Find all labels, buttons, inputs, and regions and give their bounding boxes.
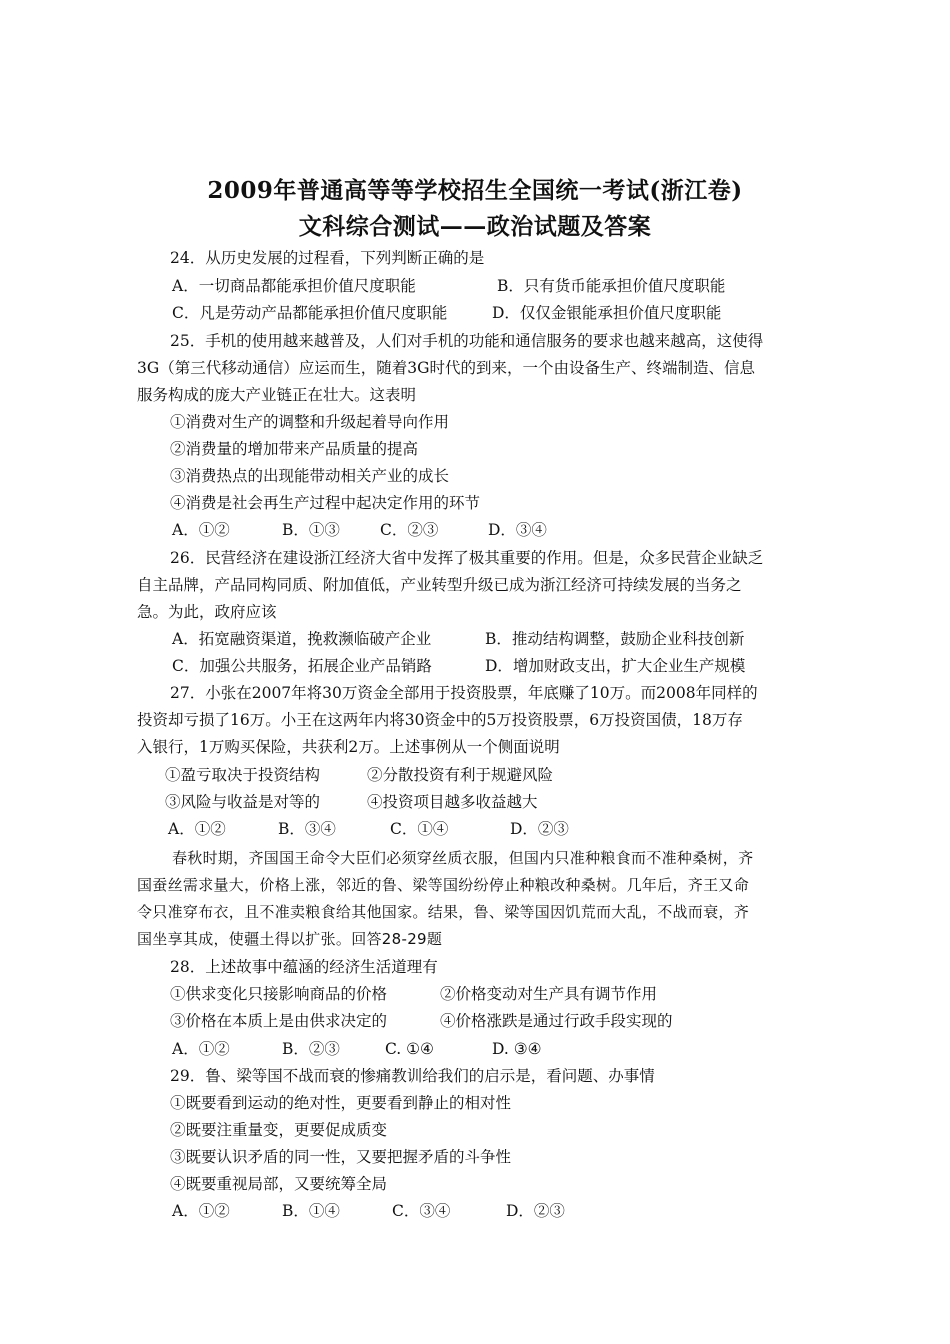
q27-stem-line: 27．小张在2007年将30万资金全部用于投资股票，年底赚了10万。而2008年同样的 — [170, 684, 758, 702]
q27-stem-line: 入银行，1万购买保险，共获利2万。上述事例从一个侧面说明 — [137, 738, 560, 756]
q25-option-b: B．①③ — [282, 521, 340, 539]
q29-item: ①既要看到运动的绝对性，更要看到静止的相对性 — [170, 1094, 512, 1112]
q28-stem: 28．上述故事中蕴涵的经济生活道理有 — [170, 958, 438, 976]
q25-item: ④消费是社会再生产过程中起决定作用的环节 — [170, 494, 481, 512]
q27-item: ④投资项目越多收益越大 — [367, 793, 538, 811]
document-subtitle: 文科综合测试——政治试题及答案 — [298, 213, 652, 240]
q28-option-b: B．②③ — [282, 1040, 340, 1058]
q27-option-b: B．③④ — [278, 820, 336, 838]
q27-option-c: C．①④ — [390, 820, 449, 838]
passage-line: 国坐享其成，使疆土得以扩张。回答28-29题 — [137, 930, 443, 948]
q29-option-d: D．②③ — [506, 1202, 565, 1220]
q26-stem-line: 26．民营经济在建设浙江经济大省中发挥了极其重要的作用。但是，众多民营企业缺乏 — [170, 549, 764, 567]
q24-option-b: B．只有货币能承担价值尺度职能 — [497, 277, 726, 295]
q28-item: ②价格变动对生产具有调节作用 — [440, 985, 658, 1003]
q29-item: ③既要认识矛盾的同一性，又要把握矛盾的斗争性 — [170, 1148, 512, 1166]
q27-stem-line: 投资却亏损了16万。小王在这两年内将30资金中的5万投资股票，6万投资国债，18万存 — [137, 711, 743, 729]
document-title: 2009年普通高等等学校招生全国统一考试(浙江卷) — [207, 177, 743, 204]
q26-option-c: C．加强公共服务，拓展企业产品销路 — [172, 657, 432, 675]
q29-item: ②既要注重量变，更要促成质变 — [170, 1121, 388, 1139]
q25-stem-line: 25．手机的使用越来越普及，人们对手机的功能和通信服务的要求也越来越高，这使得 — [170, 332, 764, 350]
q27-option-d: D．②③ — [510, 820, 569, 838]
q25-item: ③消费热点的出现能带动相关产业的成长 — [170, 467, 450, 485]
q24-option-a: A．一切商品都能承担价值尺度职能 — [172, 277, 416, 295]
q27-item: ②分散投资有利于规避风险 — [367, 766, 554, 784]
q24-option-d: D．仅仅金银能承担价值尺度职能 — [492, 304, 722, 322]
q29-stem: 29．鲁、梁等国不战而衰的惨痛教训给我们的启示是，看问题、办事情 — [170, 1067, 655, 1085]
passage-line: 国蚕丝需求量大，价格上涨，邻近的鲁、梁等国纷纷停止种粮改种桑树。几年后，齐王又命 — [137, 876, 750, 894]
q29-option-c: C．③④ — [392, 1202, 451, 1220]
q28-item: ③价格在本质上是由供求决定的 — [170, 1012, 388, 1030]
q25-item: ②消费量的增加带来产品质量的提高 — [170, 440, 419, 458]
q25-item: ①消费对生产的调整和升级起着导向作用 — [170, 413, 450, 431]
q29-option-a: A．①② — [172, 1202, 230, 1220]
q28-item: ①供求变化只接影响商品的价格 — [170, 985, 388, 1003]
q29-option-b: B．①④ — [282, 1202, 340, 1220]
q25-stem-line: 服务构成的庞大产业链正在壮大。这表明 — [137, 386, 417, 404]
q28-item: ④价格涨跌是通过行政手段实现的 — [440, 1012, 673, 1030]
q25-option-d: D．③④ — [488, 521, 547, 539]
q27-option-a: A．①② — [168, 820, 226, 838]
passage-line: 令只准穿布衣，且不准卖粮食给其他国家。结果，鲁、梁等国因饥荒而大乱，不战而衰，齐 — [137, 903, 750, 921]
q26-stem-line: 自主品牌，产品同构同质、附加值低，产业转型升级已成为浙江经济可持续发展的当务之 — [137, 576, 742, 594]
q28-option-d: D. ③④ — [492, 1040, 542, 1058]
passage-line: 春秋时期，齐国国王命令大臣们必须穿丝质衣服，但国内只准种粮食而不准种桑树，齐 — [172, 849, 754, 867]
q26-option-b: B．推动结构调整，鼓励企业科技创新 — [485, 630, 745, 648]
q25-option-a: A．①② — [172, 521, 230, 539]
q27-item: ③风险与收益是对等的 — [165, 793, 321, 811]
q24-option-c: C．凡是劳动产品都能承担价值尺度职能 — [172, 304, 448, 322]
q28-option-c: C. ①④ — [385, 1040, 434, 1058]
q26-option-d: D．增加财政支出，扩大企业生产规模 — [485, 657, 746, 675]
q28-option-a: A．①② — [172, 1040, 230, 1058]
q24-stem: 24．从历史发展的过程看，下列判断正确的是 — [170, 249, 485, 267]
q29-item: ④既要重视局部，又要统筹全局 — [170, 1175, 388, 1193]
q27-item: ①盈亏取决于投资结构 — [165, 766, 321, 784]
q25-stem-line: 3G（第三代移动通信）应运而生，随着3G时代的到来，一个由设备生产、终端制造、信息 — [137, 359, 755, 377]
q26-option-a: A．拓宽融资渠道，挽救濒临破产企业 — [172, 630, 432, 648]
q25-option-c: C．②③ — [380, 521, 439, 539]
q26-stem-line: 急。为此，政府应该 — [137, 603, 277, 621]
